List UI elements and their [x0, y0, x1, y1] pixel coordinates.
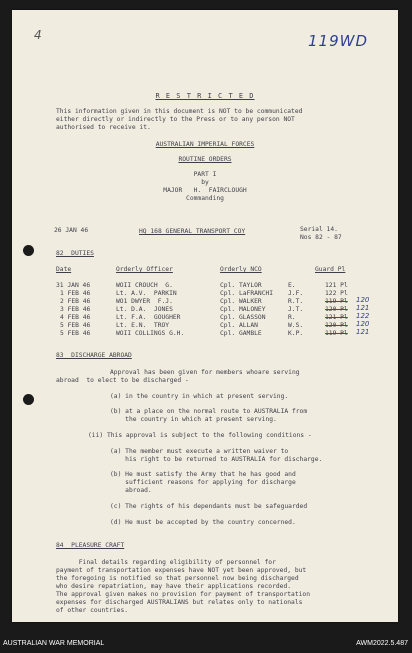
- duty-nco: Cpl. GLASSON: [220, 314, 266, 321]
- notice-line-3: authorised to receive it.: [56, 124, 151, 131]
- serial-number: Serial 14.: [300, 226, 338, 233]
- duties-col-date: Date: [56, 266, 72, 273]
- archive-reference: AWM2022.5.487: [356, 640, 408, 647]
- duty-officer: WOII CROUCH G.: [116, 282, 173, 289]
- archive-credit: AUSTRALIAN WAR MEMORIAL: [3, 640, 105, 647]
- duty-nco: Cpl. GAMBLE: [220, 330, 262, 337]
- duty-guard: 120 Pl: [325, 306, 348, 313]
- order-numbers: Nos 82 - 87: [300, 234, 342, 241]
- unit-heading: HQ 168 GENERAL TRANSPORT COY: [139, 228, 246, 235]
- duty-guard-amendment: 120: [356, 320, 370, 328]
- discharge-option-a: (a) in the country in which at present serving.: [110, 393, 289, 400]
- discharge-option-b-2: the country in which at present serving.: [110, 416, 277, 423]
- duty-officer: Lt. F.A. GOUGHER: [116, 314, 181, 321]
- duty-guard-amendment: 122: [356, 312, 370, 320]
- duty-guard-amendment: 121: [356, 328, 370, 336]
- condition-a-1: (a) The member must execute a written waiver to: [110, 448, 289, 455]
- discharge-intro-2: abroad to elect to be discharged -: [56, 377, 189, 384]
- condition-a-2: his right to be returned to AUSTRALIA for discharge.: [110, 456, 323, 463]
- duty-guard: 119 Pl: [325, 330, 348, 337]
- duty-guard-amendment: 121: [356, 304, 370, 312]
- duty-date: 1 FEB 46: [60, 290, 91, 297]
- discharge-conditions-heading: (ii) This approval is subject to the following conditions -: [88, 432, 312, 439]
- duty-nco: Cpl. MALONEY: [220, 306, 266, 313]
- duty-nco: Cpl. ALLAN: [220, 322, 258, 329]
- duties-col-nco: Orderly NCO: [220, 266, 262, 273]
- duty-guard: 119 Pl: [325, 298, 348, 305]
- duty-nco-initials: K.P.: [288, 330, 304, 337]
- duties-col-officer: Orderly Officer: [116, 266, 173, 273]
- duty-officer: Lt. E.N. TROY: [116, 322, 170, 329]
- discharge-option-b-1: (b) at a place on the normal route to AUSTRALIA from: [110, 408, 308, 415]
- duty-guard: 120 Pl: [325, 322, 348, 329]
- duty-nco: Cpl. WALKER: [220, 298, 262, 305]
- pleasure-line: The approval given makes no provision for payment of transportation: [56, 591, 311, 598]
- duty-date: 2 FEB 46: [60, 298, 91, 305]
- commanding-text: Commanding: [186, 195, 224, 202]
- duty-officer: WOII COLLINGS G.H.: [116, 330, 185, 337]
- pleasure-line: of other countries.: [56, 607, 129, 614]
- duties-heading: 82 DUTIES: [56, 250, 94, 257]
- punch-hole-bottom: [23, 394, 34, 405]
- corner-pencil-mark: 4: [34, 28, 42, 42]
- handwritten-reference: 119WD: [308, 32, 369, 50]
- duty-date: 5 FEB 46: [60, 322, 91, 329]
- pleasure-line: Final details regarding eligibility of personnel for: [56, 559, 276, 566]
- duty-guard: 122 Pl: [325, 290, 348, 297]
- duty-nco-initials: E.: [288, 282, 296, 289]
- duty-nco-initials: J.F.: [288, 290, 304, 297]
- pleasure-line: expenses for discharged AUSTRALIANS but relates only to nationals: [56, 599, 303, 606]
- duty-officer: WO1 DWYER F.J.: [116, 298, 173, 305]
- duty-guard-amendment: 120: [356, 296, 370, 304]
- by-text: by: [201, 179, 209, 186]
- duty-nco-initials: R.T.: [288, 298, 304, 305]
- document-page: [12, 10, 398, 622]
- duty-nco: Cpl. TAYLOR: [220, 282, 262, 289]
- duty-date: 4 FEB 46: [60, 314, 91, 321]
- duty-nco-initials: R.: [288, 314, 296, 321]
- order-date: 26 JAN 46: [54, 227, 89, 234]
- duty-date: 5 FEB 46: [60, 330, 91, 337]
- duty-nco: Cpl. LaFRANCHI: [220, 290, 274, 297]
- force-heading: AUSTRALIAN IMPERIAL FORCES: [155, 141, 255, 148]
- pleasure-line: payment of transportation expenses have NOT yet been approved, but: [56, 567, 307, 574]
- notice-line-2: either directly or indirectly to the Press or to any person NOT: [56, 116, 295, 123]
- punch-hole-top: [23, 245, 34, 256]
- duty-date: 31 JAN 46: [56, 282, 91, 289]
- duty-guard: 121 Pl: [325, 282, 348, 289]
- pleasure-line: the foregoing is notified so that personnel now being discharged: [56, 575, 299, 582]
- duty-nco-initials: W.S.: [288, 322, 304, 329]
- part-heading: PART I: [193, 171, 217, 178]
- duty-officer: Lt. A.V. PARKIN: [116, 290, 177, 297]
- discharge-heading: 83 DISCHARGE ABROAD: [56, 352, 132, 359]
- condition-d: (d) He must be accepted by the country concerned.: [110, 519, 296, 526]
- condition-c: (c) The rights of his dependants must be safeguarded: [110, 503, 308, 510]
- duty-guard: 121 Pl: [325, 314, 348, 321]
- condition-b-1: (b) He must satisfy the Army that he has good and: [110, 471, 296, 478]
- classification-heading: R E S T R I C T E D: [155, 92, 255, 100]
- officer-name: MAJOR H. FAIRCLOUGH: [163, 187, 247, 194]
- discharge-intro-1: Approval has been given for members whoare serving: [110, 369, 300, 376]
- condition-b-2: sufficient reasons for applying for discharge: [110, 479, 296, 486]
- duty-nco-initials: J.T.: [288, 306, 304, 313]
- order-type-heading: ROUTINE ORDERS: [178, 156, 232, 163]
- pleasure-craft-heading: 84 PLEASURE CRAFT: [56, 542, 125, 549]
- notice-line-1: This information given in this document is NOT to be communicated: [56, 108, 303, 115]
- duty-date: 3 FEB 46: [60, 306, 91, 313]
- duty-officer: Lt. D.A. JONES: [116, 306, 173, 313]
- pleasure-line: who desire repatriation, may have their applications recorded.: [56, 583, 292, 590]
- duties-col-guard: Guard Pl: [315, 266, 346, 273]
- condition-b-3: abroad.: [110, 487, 152, 494]
